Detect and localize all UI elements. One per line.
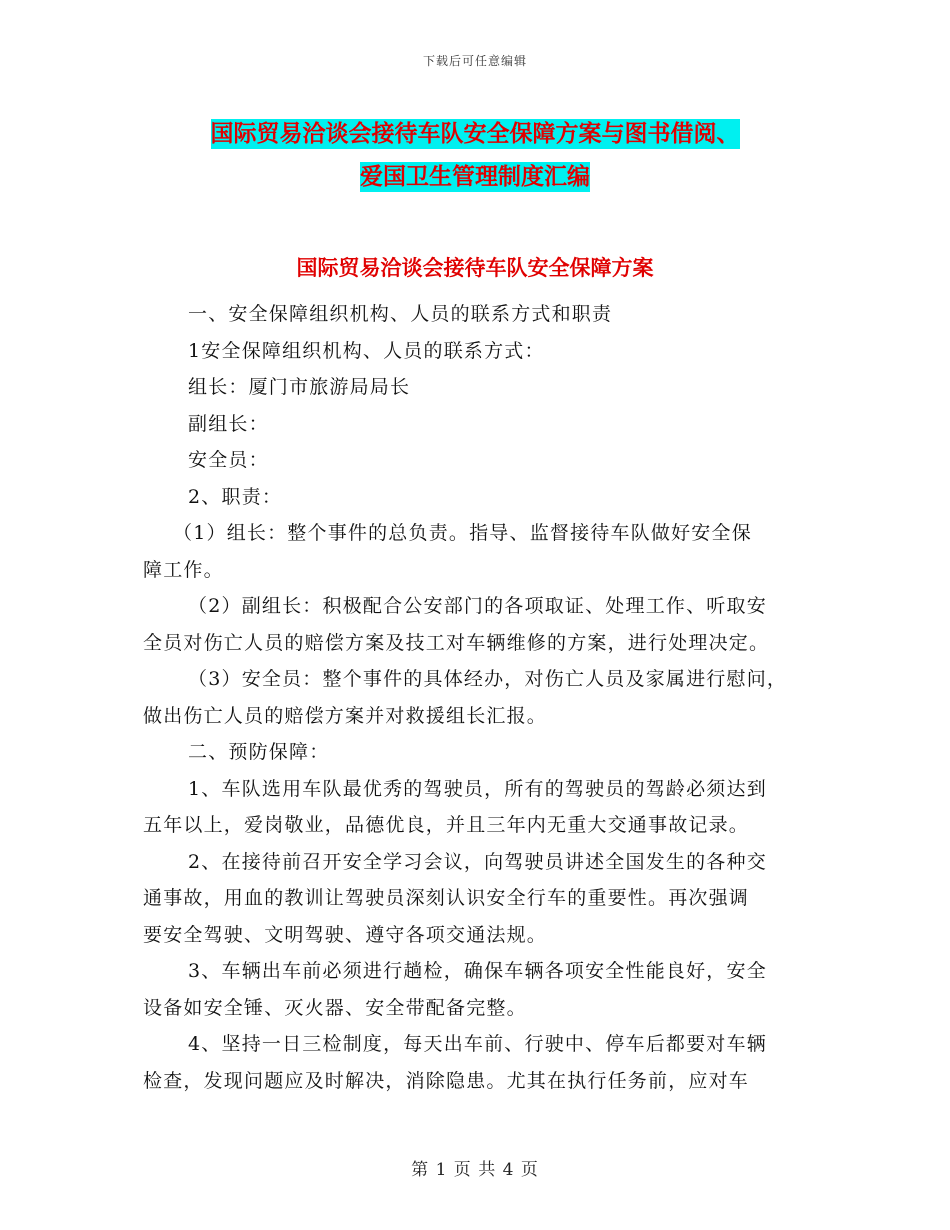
paragraph-continuation: 障工作。	[143, 558, 224, 581]
paragraph: （1）组长：整个事件的总负责。指导、监督接待车队做好安全保	[173, 522, 752, 544]
paragraph: 4、坚持一日三检制度，每天出车前、行驶中、停车后都要对车辆	[188, 1033, 767, 1055]
paragraph: 组长：厦门市旅游局局长	[188, 376, 411, 398]
paragraph: 安全员：	[188, 449, 269, 471]
paragraph: （3）安全员：整个事件的具体经办，对伤亡人员及家属进行慰问，	[188, 668, 788, 690]
paragraph-continuation: 要安全驾驶、文明驾驶、遵守各项交通法规。	[143, 923, 548, 946]
document-title-line-1-text: 国际贸易洽谈会接待车队安全保障方案与图书借阅、	[210, 121, 740, 147]
document-title-line-1	[0, 115, 950, 148]
header-note: 下载后可任意编辑	[422, 54, 527, 68]
paragraph: 3、车辆出车前必须进行趟检，确保车辆各项安全性能良好，安全	[188, 960, 767, 982]
paragraph-continuation: 全员对伤亡人员的赔偿方案及技工对车辆维修的方案，进行处理决定。	[143, 631, 770, 654]
paragraph-continuation: 设备如安全锤、灭火器、安全带配备完整。	[143, 996, 527, 1019]
paragraph-continuation: 检查，发现问题应及时解决，消除隐患。尤其在执行任务前，应对车	[143, 1069, 750, 1092]
paragraph-continuation: 五年以上，爱岗敬业，品德优良，并且三年内无重大交通事故记录。	[143, 814, 750, 836]
page-number-footer: 第 1 页 共 4 页	[411, 1160, 539, 1180]
paragraph: 一、安全保障组织机构、人员的联系方式和职责	[188, 303, 613, 325]
paragraph: 2、职责：	[188, 485, 283, 508]
paragraph-continuation: 做出伤亡人员的赔偿方案并对救援组长汇报。	[143, 704, 548, 727]
document-body	[143, 296, 823, 1099]
paragraph: （2）副组长：积极配合公安部门的各项取证、处理工作、听取安	[188, 595, 767, 617]
document-title-line-2	[0, 158, 950, 191]
paragraph-continuation: 通事故，用血的教训让驾驶员深刻认识安全行车的重要性。再次强调	[143, 887, 750, 909]
paragraph: 2、在接待前召开安全学习会议，向驾驶员讲述全国发生的各种交	[188, 850, 767, 873]
paragraph: 1、车队选用车队最优秀的驾驶员，所有的驾驶员的驾龄必须达到	[188, 777, 767, 800]
paragraph: 副组长：	[188, 412, 269, 435]
document-title-line-2-text: 爱国卫生管理制度汇编	[360, 164, 590, 190]
section-title: 国际贸易洽谈会接待车队安全保障方案	[296, 256, 654, 280]
paragraph: 1安全保障组织机构、人员的联系方式：	[188, 339, 545, 362]
paragraph: 二、预防保障：	[188, 741, 330, 763]
